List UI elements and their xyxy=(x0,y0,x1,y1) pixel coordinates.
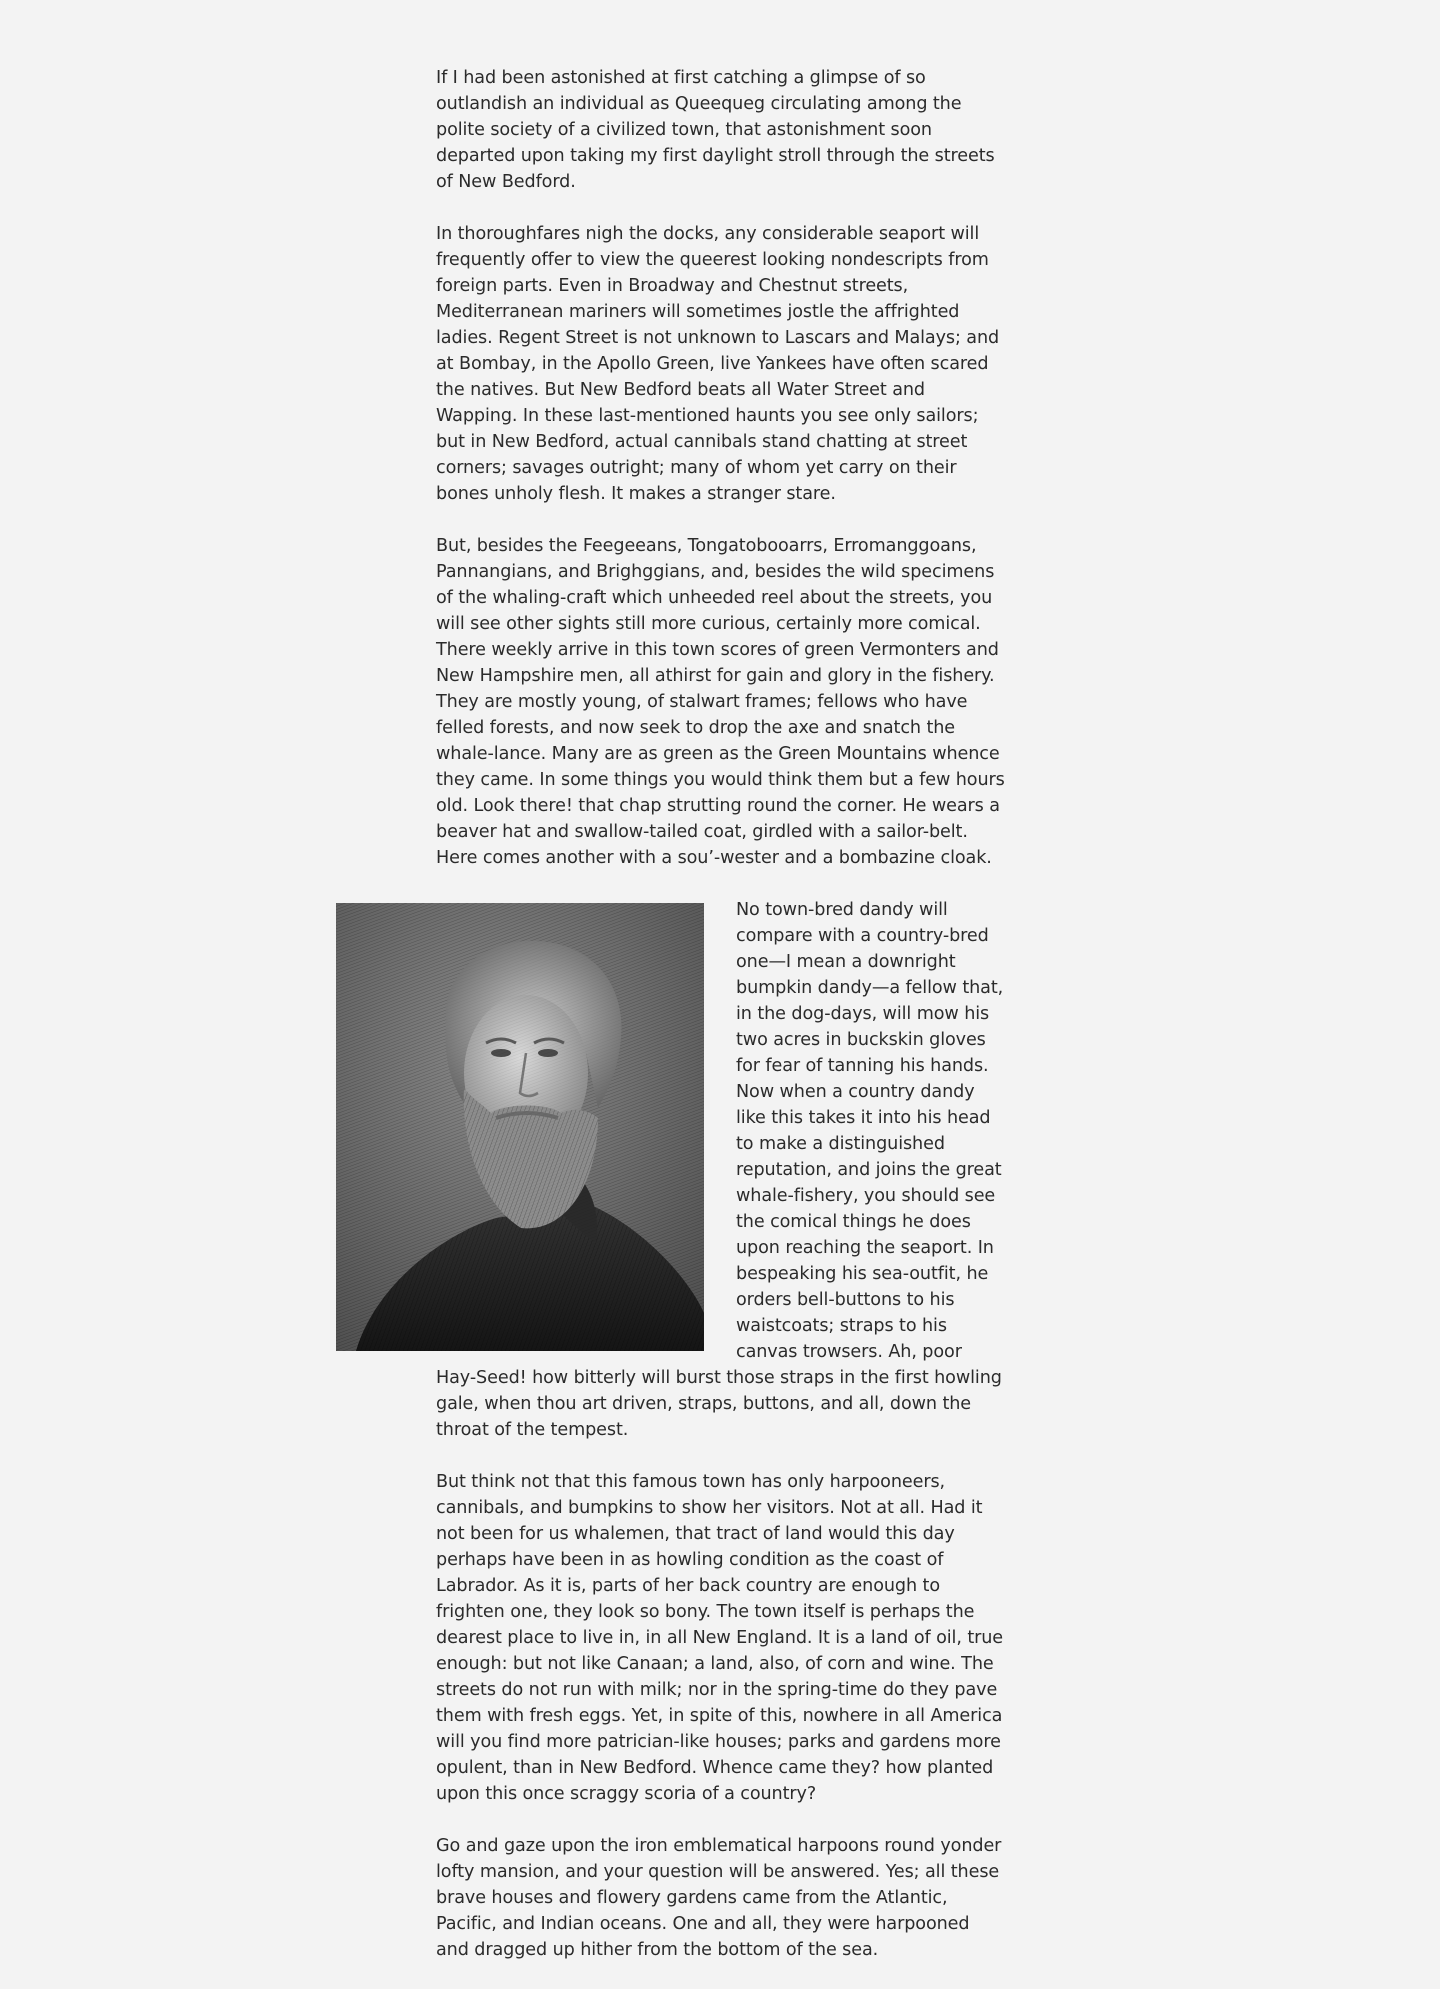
paragraph-3: But, besides the Feegeeans, Tongatobooarrs, Erromanggoans, Pannangians, and Brighggians, and, besides the wild specimens of the whaling-craft which unheeded reel about the streets, you will see other sights still more curious, certainly more comical. There weekly arrive in this town scores of green Vermonters and New Hampshire men, all athirst for gain and glory in the fishery. They are mostly young, of stalwart frames; fellows who have felled forests, and now seek to drop the axe and snatch the whale-lance. Many are as green as the Green Mountains whence they came. In some things you would think them but a few hours old. Look there! that chap strutting round the corner. He wears a beaver hat and swallow-tailed coat, girdled with a sailor-belt. Here comes another with a sou’-wester and a bombazine cloak. xyxy=(436,536,1005,868)
paragraph-6: Go and gaze upon the iron emblematical harpoons round yonder lofty mansion, and your question will be answered. Yes; all these brave houses and flowery gardens came from the Atlantic, Pacific, and Indian oceans. One and all, they were harpooned and dragged up hither from the bottom of the sea. xyxy=(436,1836,1002,1960)
paragraph-4: No town-bred dandy will compare with a country-bred one—I mean a downright bumpkin dandy—a fellow that, in the dog-days, will mow his two acres in buckskin gloves for fear of tanning his hands. Now when a country dandy like this takes it into his head to make a distinguished reputation, and joins the great whale-fishery, you should see the comical things he does upon reaching the seaport. In bespeaking his sea-outfit, he orders bell-buttons to his waistcoats; straps to his canvas trowsers. Ah, poor Hay-Seed! how bitterly will burst those straps in the first howling gale, when thou art driven, straps, buttons, and all, down the throat of the tempest. xyxy=(436,900,1004,1440)
paragraph-2: In thoroughfares nigh the docks, any considerable seaport will frequently offer to view the queerest looking nondescripts from foreign parts. Even in Broadway and Chestnut streets, Mediterranean mariners will sometimes jostle the affrighted ladies. Regent Street is not unknown to Lascars and Malays; and at Bombay, in the Apollo Green, live Yankees have often scared the natives. But New Bedford beats all Water Street and Wapping. In these last-mentioned haunts you see only sailors; but in New Bedford, actual cannibals stand chatting at street corners; savages outright; many of whom yet carry on their bones unholy flesh. It makes a stranger stare. xyxy=(436,224,1000,504)
portrait-engraving-icon xyxy=(336,903,704,1351)
paragraph-5: But think not that this famous town has only harpooneers, cannibals, and bumpkins to show her visitors. Not at all. Had it not been for us whalemen, that tract of land would this day perhaps have been in as howling condition as the coast of Labrador. As it is, parts of her back country are enough to frighten one, they look so bony. The town itself is perhaps the dearest place to live in, in all New England. It is a land of oil, true enough: but not like Canaan; a land, also, of corn and wine. The streets do not run with milk; nor in the spring-time do they pave them with fresh eggs. Yet, in spite of this, nowhere in all America will you find more patrician-like houses; parks and gardens more opulent, than in New Bedford. Whence came they? how planted upon this once scraggy scoria of a country? xyxy=(436,1472,1004,1804)
paragraph-1: If I had been astonished at first catching a glimpse of so outlandish an individual as Queequeg circulating among the polite society of a civilized town, that astonishment soon departed upon taking my first daylight stroll through the streets of New Bedford. xyxy=(436,68,995,192)
article-body xyxy=(436,65,1006,1989)
author-portrait xyxy=(336,903,704,1351)
